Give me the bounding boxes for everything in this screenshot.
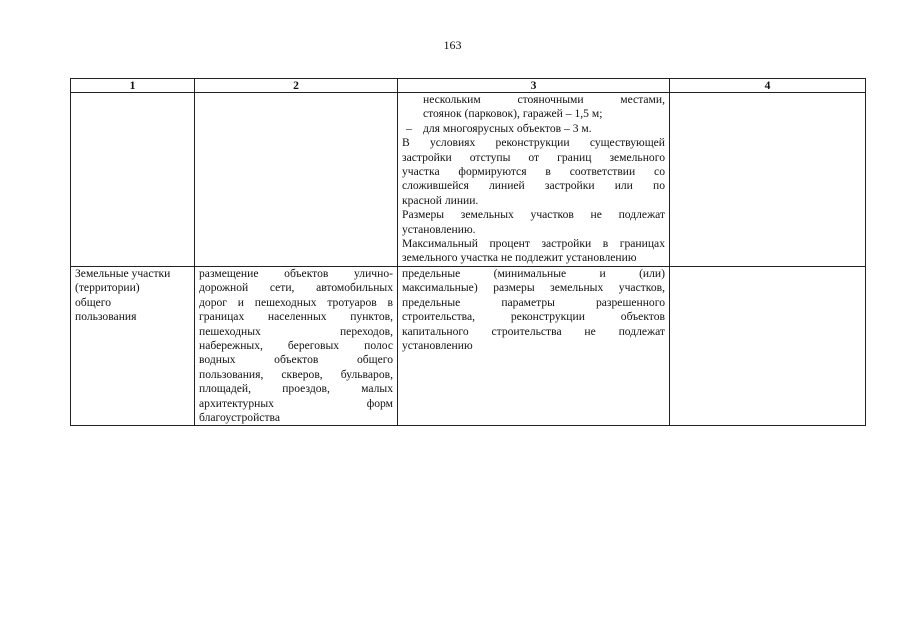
regulations-table [70, 78, 866, 426]
table-cell [670, 93, 866, 267]
text-line: стоянок (парковок), гаражей – 1,5 м; [423, 107, 603, 121]
text-line: максимальные) размеры земельных участков, [402, 281, 665, 295]
text-line: (территории) [75, 281, 140, 295]
text-line: капитального строительства не подлежат [402, 324, 665, 338]
table-cell-parameters [398, 93, 670, 267]
text-line: участка формируются в соответствии со [402, 165, 665, 179]
text-line: красной линии. [402, 193, 479, 207]
table-cell [670, 266, 866, 425]
text-line: водных объектов общего [199, 353, 393, 367]
table-cell [71, 93, 195, 267]
table-cell-parameters [398, 266, 670, 425]
text-line: площадей, проездов, малых [199, 382, 393, 396]
text-line: пользования, скверов, бульваров, [199, 367, 393, 381]
table-cell-zone-name [71, 266, 195, 425]
text-line: Максимальный процент застройки в границах [402, 237, 665, 251]
text-word: местами, [620, 93, 665, 106]
text-line: дорог и пешеходных тротуаров в [199, 295, 393, 309]
column-header: 3 [398, 79, 670, 93]
text-line: пользования [75, 310, 137, 324]
text-line: строительства, реконструкции объектов [402, 310, 665, 324]
text-line: размещение объектов улично- [199, 266, 393, 280]
text-line: дорожной сети, автомобильных [199, 281, 393, 295]
dash-bullet: – [406, 121, 412, 135]
table-row [71, 93, 866, 267]
text-line: земельного участка не подлежит установлению [402, 251, 637, 265]
text-word: стояночными [517, 93, 584, 106]
column-header: 2 [195, 79, 398, 93]
text-line: предельные параметры разрешенного [402, 295, 665, 309]
text-word: нескольким [423, 93, 481, 106]
page-number: 163 [443, 38, 462, 52]
column-header: 4 [670, 79, 866, 93]
text-line: архитектурных форм [199, 396, 393, 410]
text-line: Земельные участки [75, 266, 171, 280]
text-line: набережных, береговых полос [199, 338, 393, 352]
table-header-row [71, 79, 866, 93]
text-line: границах населенных пунктов, [199, 310, 393, 324]
text-line: Размеры земельных участков не подлежат [402, 208, 665, 222]
table-cell-permitted-use [195, 266, 398, 425]
text-line: пешеходных переходов, [199, 324, 393, 338]
table-row [71, 266, 866, 425]
text-line: благоустройства [199, 410, 280, 424]
list-item [402, 122, 665, 136]
text-line: установлению [402, 338, 473, 352]
text-line: предельные (минимальные и (или) [402, 266, 665, 280]
table-cell [195, 93, 398, 267]
text-line [402, 93, 665, 107]
text-line: застройки отступы от границ земельного [402, 150, 665, 164]
text-line: сложившейся линией застройки или по [402, 179, 665, 193]
text-line: общего [75, 295, 112, 309]
list-item-text: для многоярусных объектов – 3 м. [423, 121, 592, 135]
column-header: 1 [71, 79, 195, 93]
text-line: установлению. [402, 222, 476, 236]
text-line: В условиях реконструкции существующей [402, 136, 665, 150]
